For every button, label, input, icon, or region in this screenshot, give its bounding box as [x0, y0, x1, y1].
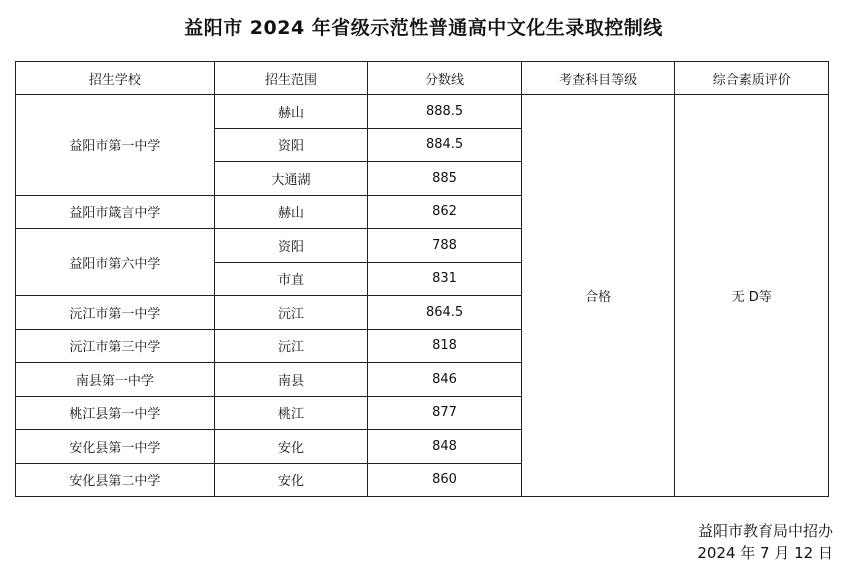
header-grade: 考查科目等级	[521, 62, 675, 95]
score-cell: 860	[368, 463, 522, 497]
range-cell: 沅江	[214, 329, 368, 363]
range-cell: 安化	[214, 430, 368, 464]
score-cell: 877	[368, 396, 522, 430]
range-cell: 南县	[214, 363, 368, 397]
table-row	[16, 95, 829, 129]
score-cell: 831	[368, 262, 522, 296]
range-cell: 大通湖	[214, 162, 368, 196]
header-evaluation: 综合素质评价	[675, 62, 829, 95]
score-cell: 818	[368, 329, 522, 363]
issue-date: 2024 年 7 月 12 日	[697, 544, 833, 562]
score-cell: 788	[368, 229, 522, 263]
range-cell: 桃江	[214, 396, 368, 430]
document-title: 益阳市 2024 年省级示范性普通高中文化生录取控制线	[184, 17, 663, 39]
header-school: 招生学校	[16, 62, 215, 95]
score-cell: 884.5	[368, 128, 522, 162]
score-cell: 846	[368, 363, 522, 397]
score-cell: 864.5	[368, 296, 522, 330]
score-cell: 848	[368, 430, 522, 464]
school-cell: 益阳市第一中学	[16, 95, 215, 196]
school-cell: 益阳市第六中学	[16, 229, 215, 296]
range-cell: 沅江	[214, 296, 368, 330]
range-cell: 资阳	[214, 229, 368, 263]
school-cell: 沅江市第三中学	[16, 329, 215, 363]
school-cell: 益阳市箴言中学	[16, 195, 215, 229]
score-cell: 888.5	[368, 95, 522, 129]
issuer-name: 益阳市教育局中招办	[697, 522, 833, 540]
school-cell: 沅江市第一中学	[16, 296, 215, 330]
header-score: 分数线	[368, 62, 522, 95]
school-cell: 南县第一中学	[16, 363, 215, 397]
range-cell: 市直	[214, 262, 368, 296]
range-cell: 赫山	[214, 195, 368, 229]
range-cell: 资阳	[214, 128, 368, 162]
table-header-row	[16, 62, 829, 95]
evaluation-merged-cell: 无 D等	[675, 95, 829, 497]
header-range: 招生范围	[214, 62, 368, 95]
grade-merged-cell: 合格	[521, 95, 675, 497]
school-cell: 安化县第二中学	[16, 463, 215, 497]
score-cell: 885	[368, 162, 522, 196]
document-footer	[697, 520, 833, 564]
school-cell: 桃江县第一中学	[16, 396, 215, 430]
score-cell: 862	[368, 195, 522, 229]
admission-score-table	[15, 61, 829, 497]
school-cell: 安化县第一中学	[16, 430, 215, 464]
range-cell: 安化	[214, 463, 368, 497]
range-cell: 赫山	[214, 95, 368, 129]
